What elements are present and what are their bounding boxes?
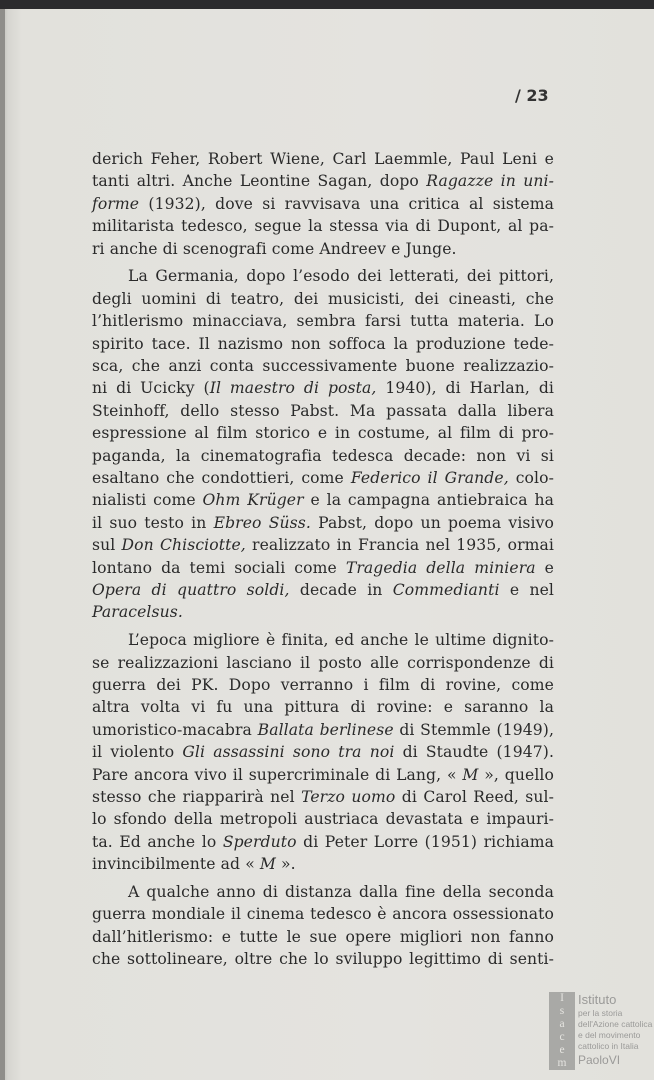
text-line <box>92 400 554 422</box>
italic-title: Don Chisciotte, <box>121 536 246 555</box>
text-run: tanti altri. Anche Leontine Sagan, dopo <box>92 172 427 191</box>
paragraph <box>92 265 554 623</box>
text-line <box>92 674 554 696</box>
italic-title: forme <box>92 194 140 213</box>
italic-title: Ebreo Süss. <box>213 513 311 532</box>
text-run: ». <box>275 855 296 874</box>
text-run: colo- <box>508 468 554 487</box>
text-run: spirito tace. Il nazismo non soffoca la produzione tede- <box>92 334 554 353</box>
text-line <box>92 265 554 287</box>
text-run: lontano da temi sociali come <box>92 558 346 577</box>
body-text <box>92 148 554 976</box>
text-run: ni di Ucicky ( <box>92 379 210 398</box>
scan-top-edge <box>0 0 654 9</box>
watermark-line: Istituto <box>578 992 617 1007</box>
text-run: lo sfondo della metropoli austriaca devastata e impauri- <box>92 810 554 829</box>
watermark-monogram: I s a c e m <box>549 992 575 1070</box>
text-run: e <box>535 558 555 577</box>
text-run: militarista tedesco, segue la stessa via di Dupont, al pa- <box>92 217 554 236</box>
text-run: guerra mondiale il cinema tedesco è ancora ossessionato <box>92 905 554 924</box>
italic-title: Federico il Grande, <box>350 468 509 487</box>
text-run: La Germania, dopo l’esodo dei letterati, dei pittori, <box>128 267 554 286</box>
text-run: invincibilmente ad « <box>92 855 260 874</box>
text-line <box>92 881 554 903</box>
text-line <box>92 696 554 718</box>
text-line <box>92 557 554 579</box>
text-line <box>92 926 554 948</box>
text-run: guerra dei PK. Dopo verranno i film di rovine, come <box>92 675 554 694</box>
text-line <box>92 831 554 853</box>
text-line <box>92 170 554 192</box>
italic-title: Paracelsus. <box>92 603 183 622</box>
text-line <box>92 741 554 763</box>
text-run: ta. Ed anche lo <box>92 832 223 851</box>
text-run: il suo testo in <box>92 513 214 532</box>
italic-title: Ohm Krüger <box>202 491 304 510</box>
text-line <box>92 445 554 467</box>
text-line <box>92 764 554 786</box>
watermark-line: PaoloVI <box>578 1053 621 1067</box>
text-line <box>92 215 554 237</box>
watermark-line: cattolico in Italia <box>578 1041 639 1051</box>
text-line <box>92 489 554 511</box>
italic-title: M <box>259 855 276 874</box>
italic-title: Commedianti <box>392 580 500 599</box>
text-line <box>92 786 554 808</box>
italic-title: Gli assassini sono tra noi <box>182 743 395 762</box>
text-line <box>92 238 554 260</box>
text-run: ri anche di scenografi come Andreev e Junge. <box>92 239 457 258</box>
text-line <box>92 148 554 170</box>
text-run: Pabst, dopo un poema visivo <box>310 513 554 532</box>
text-run: di Stemmle (1949), <box>393 720 555 739</box>
text-line <box>92 310 554 332</box>
text-line <box>92 601 554 623</box>
text-run: decade in <box>289 580 393 599</box>
text-line <box>92 808 554 830</box>
text-run: », quello <box>478 765 554 784</box>
italic-title: Tragedia della miniera <box>345 558 536 577</box>
text-run: di Carol Reed, sul- <box>395 787 554 806</box>
text-run: espressione al film storico e in costume, al film di pro- <box>92 424 554 443</box>
italic-title: Ragazze in uni- <box>426 172 554 191</box>
text-line <box>92 903 554 925</box>
italic-title: Opera di quattro soldi, <box>92 580 290 599</box>
text-line <box>92 629 554 651</box>
text-run: se realizzazioni lasciano il posto alle corrispondenze di <box>92 653 554 672</box>
paragraph <box>92 881 554 971</box>
text-run: stesso che riapparirà nel <box>92 787 302 806</box>
text-run: altra volta vi fu una pittura di rovine: e saranno la <box>92 698 554 717</box>
text-run: L’epoca migliore è finita, ed anche le ultime dignito- <box>128 631 554 650</box>
watermark-line: per la storia <box>578 1008 623 1018</box>
text-line <box>92 512 554 534</box>
text-run: e la campagna antiebraica ha <box>303 491 554 510</box>
text-line <box>92 193 554 215</box>
paragraph <box>92 148 554 260</box>
text-run: di Staudte (1947). <box>394 743 554 762</box>
italic-title: Il maestro di posta, <box>209 379 377 398</box>
italic-title: Sperduto <box>222 832 297 851</box>
watermark-line: e del movimento <box>578 1030 641 1040</box>
text-line <box>92 467 554 489</box>
page-number: / 23 <box>515 86 549 105</box>
text-run: sul <box>92 536 122 555</box>
text-run: l’hitlerismo minacciava, sembra farsi tutta materia. Lo <box>92 312 554 331</box>
text-run: derich Feher, Robert Wiene, Carl Laemmle, Paul Leni e <box>92 150 554 168</box>
text-line <box>92 288 554 310</box>
watermark-logo <box>549 992 651 1072</box>
text-run: e nel <box>499 580 555 599</box>
text-line <box>92 579 554 601</box>
text-line <box>92 948 554 970</box>
text-run: umoristico-macabra <box>92 720 258 739</box>
text-run: dall’hitlerismo: e tutte le sue opere migliori non fanno <box>92 927 554 946</box>
text-run: nialisti come <box>92 491 203 510</box>
paragraph <box>92 629 554 875</box>
text-run: (1932), dove si ravvisava una critica al sistema <box>139 194 554 213</box>
text-run: realizzato in Francia nel 1935, ormai <box>245 536 555 555</box>
text-run: Steinhoff, dello stesso Pabst. Ma passata dalla libera <box>92 401 554 420</box>
book-spine-shadow <box>0 9 5 1080</box>
text-run: A qualche anno di distanza dalla fine della seconda <box>128 883 554 901</box>
text-run: esaltano che condottieri, come <box>92 468 351 487</box>
italic-title: Ballata berlinese <box>257 720 394 739</box>
italic-title: M <box>462 765 479 784</box>
text-run: paganda, la cinematografia tedesca decade: non vi si <box>92 446 554 465</box>
text-run: degli uomini di teatro, dei musicisti, dei cineasti, che <box>92 289 554 308</box>
watermark-line: dell'Azione cattolica <box>578 1019 653 1029</box>
text-line <box>92 377 554 399</box>
text-line <box>92 652 554 674</box>
text-line <box>92 355 554 377</box>
text-run: Pare ancora vivo il supercriminale di Lang, « <box>92 765 463 784</box>
italic-title: Terzo uomo <box>301 787 396 806</box>
text-run: 1940), di Harlan, di <box>376 379 554 398</box>
text-line <box>92 719 554 741</box>
text-run: il violento <box>92 743 183 762</box>
text-run: che sottolineare, oltre che lo sviluppo legittimo di senti- <box>92 950 554 969</box>
text-run: sca, che anzi conta successivamente buone realizzazio- <box>92 357 554 376</box>
text-line <box>92 333 554 355</box>
text-line <box>92 534 554 556</box>
text-line <box>92 422 554 444</box>
text-line <box>92 853 554 875</box>
text-run: di Peter Lorre (1951) richiama <box>296 832 554 851</box>
